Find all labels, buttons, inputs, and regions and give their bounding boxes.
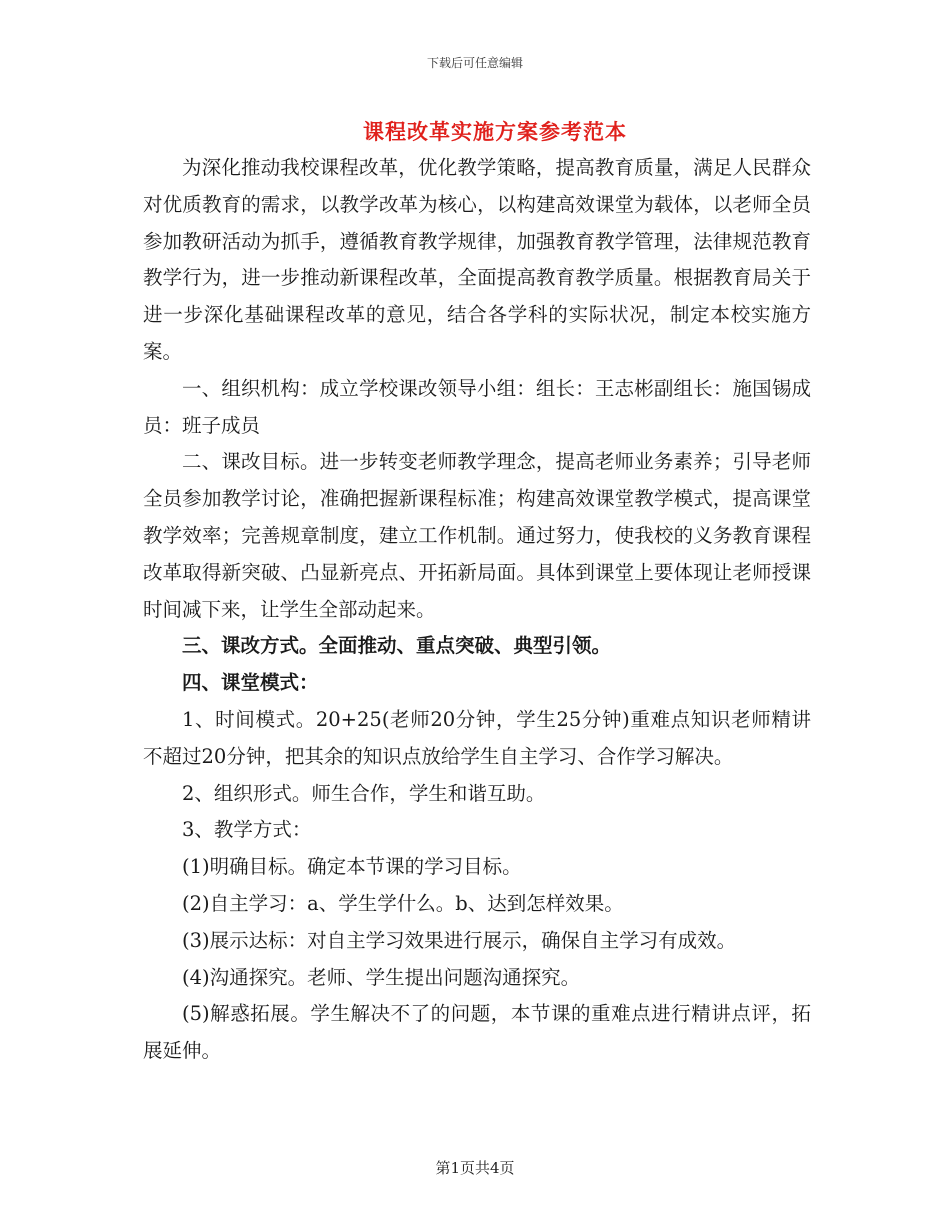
paragraph-organization: 一、组织机构：成立学校课改领导小组：组长：王志彬副组长：施国锡成员：班子成员 (143, 376, 811, 437)
paragraph-step-1: (1)明确目标。确定本节课的学习目标。 (182, 855, 522, 879)
paragraph-method: 三、课改方式。全面推动、重点突破、典型引领。 (182, 634, 612, 658)
paragraph-organization-form: 2、组织形式。师生合作，学生和谐互助。 (182, 781, 546, 805)
document-title: 课程改革实施方案参考范本 (363, 119, 627, 144)
paragraph-goals: 二、课改目标。进一步转变老师教学理念，提高老师业务素养；引导老师全员参加教学讨论，准确把握新课程标准；构建高效课堂教学模式，提高课堂教学效率；完善规章制度，建立工作机制。通过努力，使我校的义务教育课程改革取得新突破、凸显新亮点、开拓新局面。具体到课堂上要体现让老师授课时间减下来，让学生全部动起来。 (143, 450, 811, 621)
document-body (143, 150, 811, 1070)
paragraph-time-mode: 1、时间模式。20+25(老师20分钟，学生25分钟)重难点知识老师精讲不超过20分钟，把其余的知识点放给学生自主学习、合作学习解决。 (143, 707, 811, 768)
paragraph-step-3: (3)展示达标：对自主学习效果进行展示，确保自主学习有成效。 (182, 928, 737, 952)
paragraph-step-2: (2)自主学习：a、学生学什么。b、达到怎样效果。 (182, 891, 624, 915)
paragraph-intro: 为深化推动我校课程改革，优化教学策略，提高教育质量，满足人民群众对优质教育的需求，以教学改革为核心，以构建高效课堂为载体，以老师全员参加教研活动为抓手，遵循教育教学规律，加强教育教学管理，法律规范教育教学行为，进一步推动新课程改革，全面提高教育教学质量。根据教育局关于进一步深化基础课程改革的意见，结合各学科的实际状况，制定本校实施方案。 (143, 156, 811, 363)
paragraph-step-5: (5)解惑拓展。学生解决不了的问题，本节课的重难点进行精讲点评，拓展延伸。 (143, 1002, 811, 1063)
page-footer: 第1页共4页 (435, 1159, 515, 1177)
paragraph-teaching-method-heading: 3、教学方式： (182, 818, 312, 842)
header-note: 下载后可任意编辑 (426, 56, 523, 70)
paragraph-step-4: (4)沟通探究。老师、学生提出问题沟通探究。 (182, 965, 581, 989)
paragraph-classroom-mode-heading: 四、课堂模式： (182, 671, 319, 695)
